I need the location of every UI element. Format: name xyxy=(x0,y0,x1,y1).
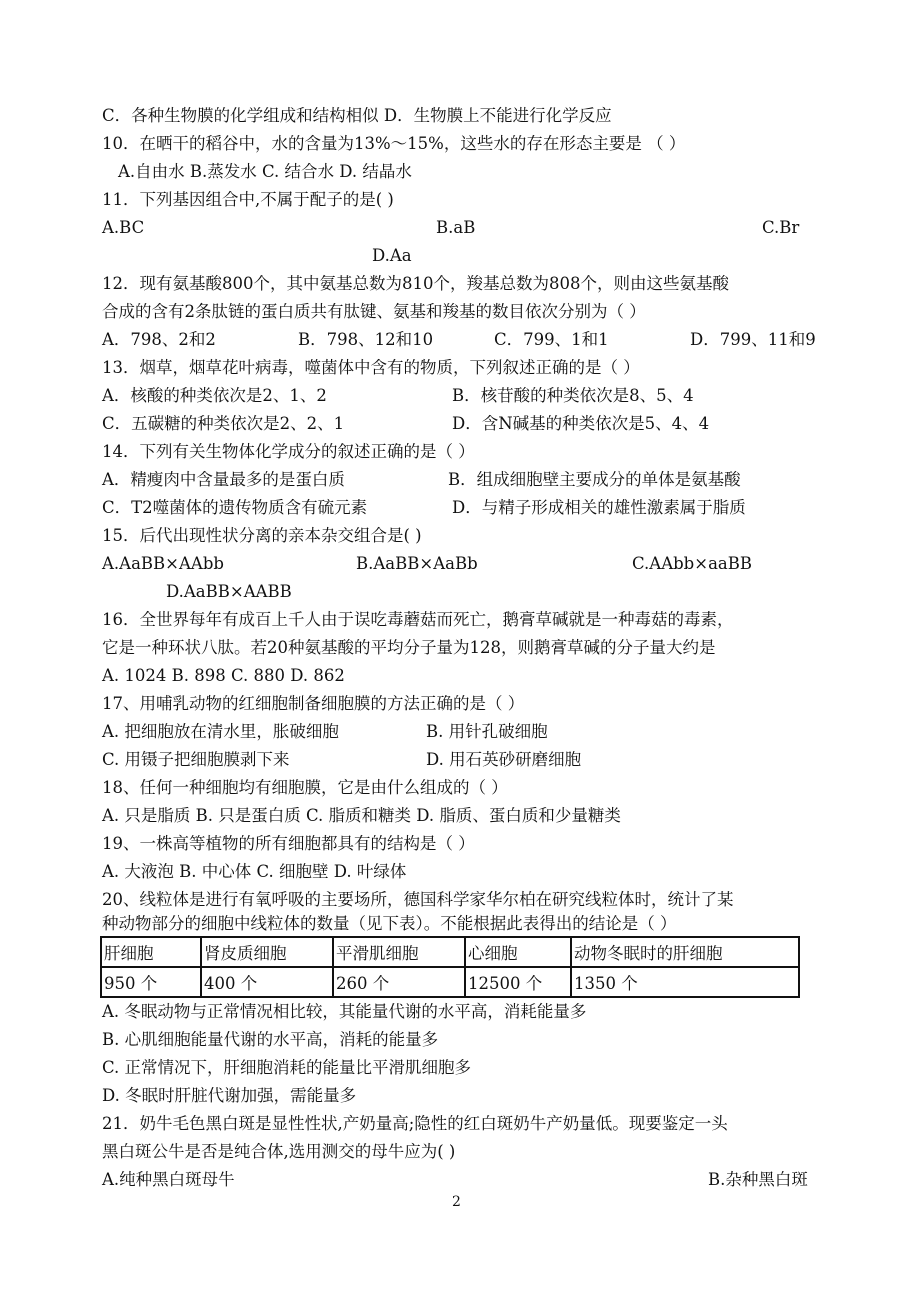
mitochondria-table xyxy=(100,936,800,998)
q10-options: A.自由水 B.蒸发水 C. 结合水 D. 结晶水 xyxy=(118,162,412,181)
table-row xyxy=(101,967,799,997)
q10-stem: 10．在晒干的稻谷中，水的含量为13%～15%，这些水的存在形态主要是 （ ） xyxy=(102,134,686,153)
table-cell: 400 个 xyxy=(201,967,333,997)
q11-option-b: B.aB xyxy=(436,218,476,237)
table-cell: 1350 个 xyxy=(571,967,799,997)
table-cell: 260 个 xyxy=(333,967,465,997)
q17-stem: 17、用哺乳动物的红细胞制备细胞膜的方法正确的是（ ） xyxy=(102,694,525,713)
q14-option-c: C．T2噬菌体的遗传物质含有硫元素 xyxy=(102,498,368,517)
q15-option-d: D.AaBB×AABB xyxy=(166,582,292,601)
q12-stem-2: 合成的含有2条肽链的蛋白质共有肽键、氨基和羧基的数目依次分别为（ ） xyxy=(102,302,646,321)
q21-option-b: B.杂种黑白斑 xyxy=(708,1170,808,1189)
q12-option-a: A．798、2和2 xyxy=(102,330,216,349)
q17-option-c: C. 用镊子把细胞膜剥下来 xyxy=(102,750,290,769)
q16-options: A. 1024 B. 898 C. 880 D. 862 xyxy=(102,666,345,685)
q14-option-a: A．精瘦肉中含量最多的是蛋白质 xyxy=(102,470,345,489)
q14-option-d: D．与精子形成相关的雄性激素属于脂质 xyxy=(452,498,746,517)
q12-stem-1: 12．现有氨基酸800个，其中氨基总数为810个，羧基总数为808个，则由这些氨基酸 xyxy=(102,274,729,293)
q14-option-b: B．组成细胞壁主要成分的单体是氨基酸 xyxy=(448,470,741,489)
q11-option-a: A.BC xyxy=(102,218,145,237)
table-cell: 肾皮质细胞 xyxy=(201,937,333,967)
q21-stem-2: 黑白斑公牛是否是纯合体,选用测交的母牛应为( ) xyxy=(102,1142,456,1161)
table-cell: 心细胞 xyxy=(465,937,571,967)
q21-option-a: A.纯种黑白斑母牛 xyxy=(102,1170,235,1189)
table-cell: 平滑肌细胞 xyxy=(333,937,465,967)
q20-stem-1: 20、线粒体是进行有氧呼吸的主要场所，德国科学家华尔柏在研究线粒体时，统计了某 xyxy=(102,890,734,909)
q12-option-b: B．798、12和10 xyxy=(298,330,434,349)
q18-options: A. 只是脂质 B. 只是蛋白质 C. 脂质和糖类 D. 脂质、蛋白质和少量糖类 xyxy=(102,806,621,825)
q15-stem: 15．后代出现性状分离的亲本杂交组合是( ) xyxy=(102,526,422,545)
q20-stem-2: 种动物部分的细胞中线粒体的数量（见下表）。不能根据此表得出的结论是（ ） xyxy=(102,914,677,933)
q19-options: A. 大液泡 B. 中心体 C. 细胞壁 D. 叶绿体 xyxy=(102,862,407,881)
q9-options-cd: C．各种生物膜的化学组成和结构相似 D．生物膜上不能进行化学反应 xyxy=(102,106,612,125)
q11-option-d: D.Aa xyxy=(372,246,412,265)
q12-option-d: D．799、11和9 xyxy=(690,330,816,349)
q11-option-c: C.Br xyxy=(762,218,800,237)
q20-option-c: C. 正常情况下，肝细胞消耗的能量比平滑肌细胞多 xyxy=(102,1058,472,1077)
q20-option-d: D. 冬眠时肝脏代谢加强，需能量多 xyxy=(102,1086,357,1105)
table-cell: 12500 个 xyxy=(465,967,571,997)
table-header-row xyxy=(101,937,799,967)
q16-stem-1: 16．全世界每年有成百上千人由于误吃毒蘑菇而死亡，鹅膏草碱就是一种毒菇的毒素， xyxy=(102,610,734,629)
q15-option-a: A.AaBB×AAbb xyxy=(102,554,224,573)
q13-option-a: A．核酸的种类依次是2、1、2 xyxy=(102,386,327,405)
q20-option-b: B. 心肌细胞能量代谢的水平高，消耗的能量多 xyxy=(102,1030,439,1049)
q11-stem: 11．下列基因组合中,不属于配子的是( ) xyxy=(102,190,394,209)
q14-stem: 14．下列有关生物体化学成分的叙述正确的是（ ） xyxy=(102,442,475,461)
q19-stem: 19、一株高等植物的所有细胞都具有的结构是（ ） xyxy=(102,834,475,853)
page-number: 2 xyxy=(452,1194,461,1210)
q13-option-b: B．核苷酸的种类依次是8、5、4 xyxy=(452,386,694,405)
q13-stem: 13．烟草，烟草花叶病毒，噬菌体中含有的物质，下列叙述正确的是（ ） xyxy=(102,358,640,377)
q15-option-b: B.AaBB×AaBb xyxy=(356,554,478,573)
q21-stem-1: 21．奶牛毛色黑白斑是显性性状,产奶量高;隐性的红白斑奶牛产奶量低。现要鉴定一头 xyxy=(102,1114,728,1133)
table-cell: 动物冬眠时的肝细胞 xyxy=(571,937,799,967)
q18-stem: 18、任何一种细胞均有细胞膜，它是由什么组成的（ ） xyxy=(102,778,508,797)
table-cell: 950 个 xyxy=(101,967,201,997)
q17-option-b: B. 用针孔破细胞 xyxy=(426,722,548,741)
q20-option-a: A. 冬眠动物与正常情况相比较，其能量代谢的水平高，消耗能量多 xyxy=(102,1002,587,1021)
q16-stem-2: 它是一种环状八肽。若20种氨基酸的平均分子量为128，则鹅膏草碱的分子量大约是 xyxy=(102,638,716,657)
table-cell: 肝细胞 xyxy=(101,937,201,967)
q17-option-d: D. 用石英砂研磨细胞 xyxy=(426,750,582,769)
q17-option-a: A. 把细胞放在清水里，胀破细胞 xyxy=(102,722,339,741)
q13-option-d: D．含N碱基的种类依次是5、4、4 xyxy=(452,414,710,433)
q15-option-c: C.AAbb×aaBB xyxy=(632,554,752,573)
q13-option-c: C．五碳糖的种类依次是2、2、1 xyxy=(102,414,345,433)
q12-option-c: C．799、1和1 xyxy=(494,330,609,349)
